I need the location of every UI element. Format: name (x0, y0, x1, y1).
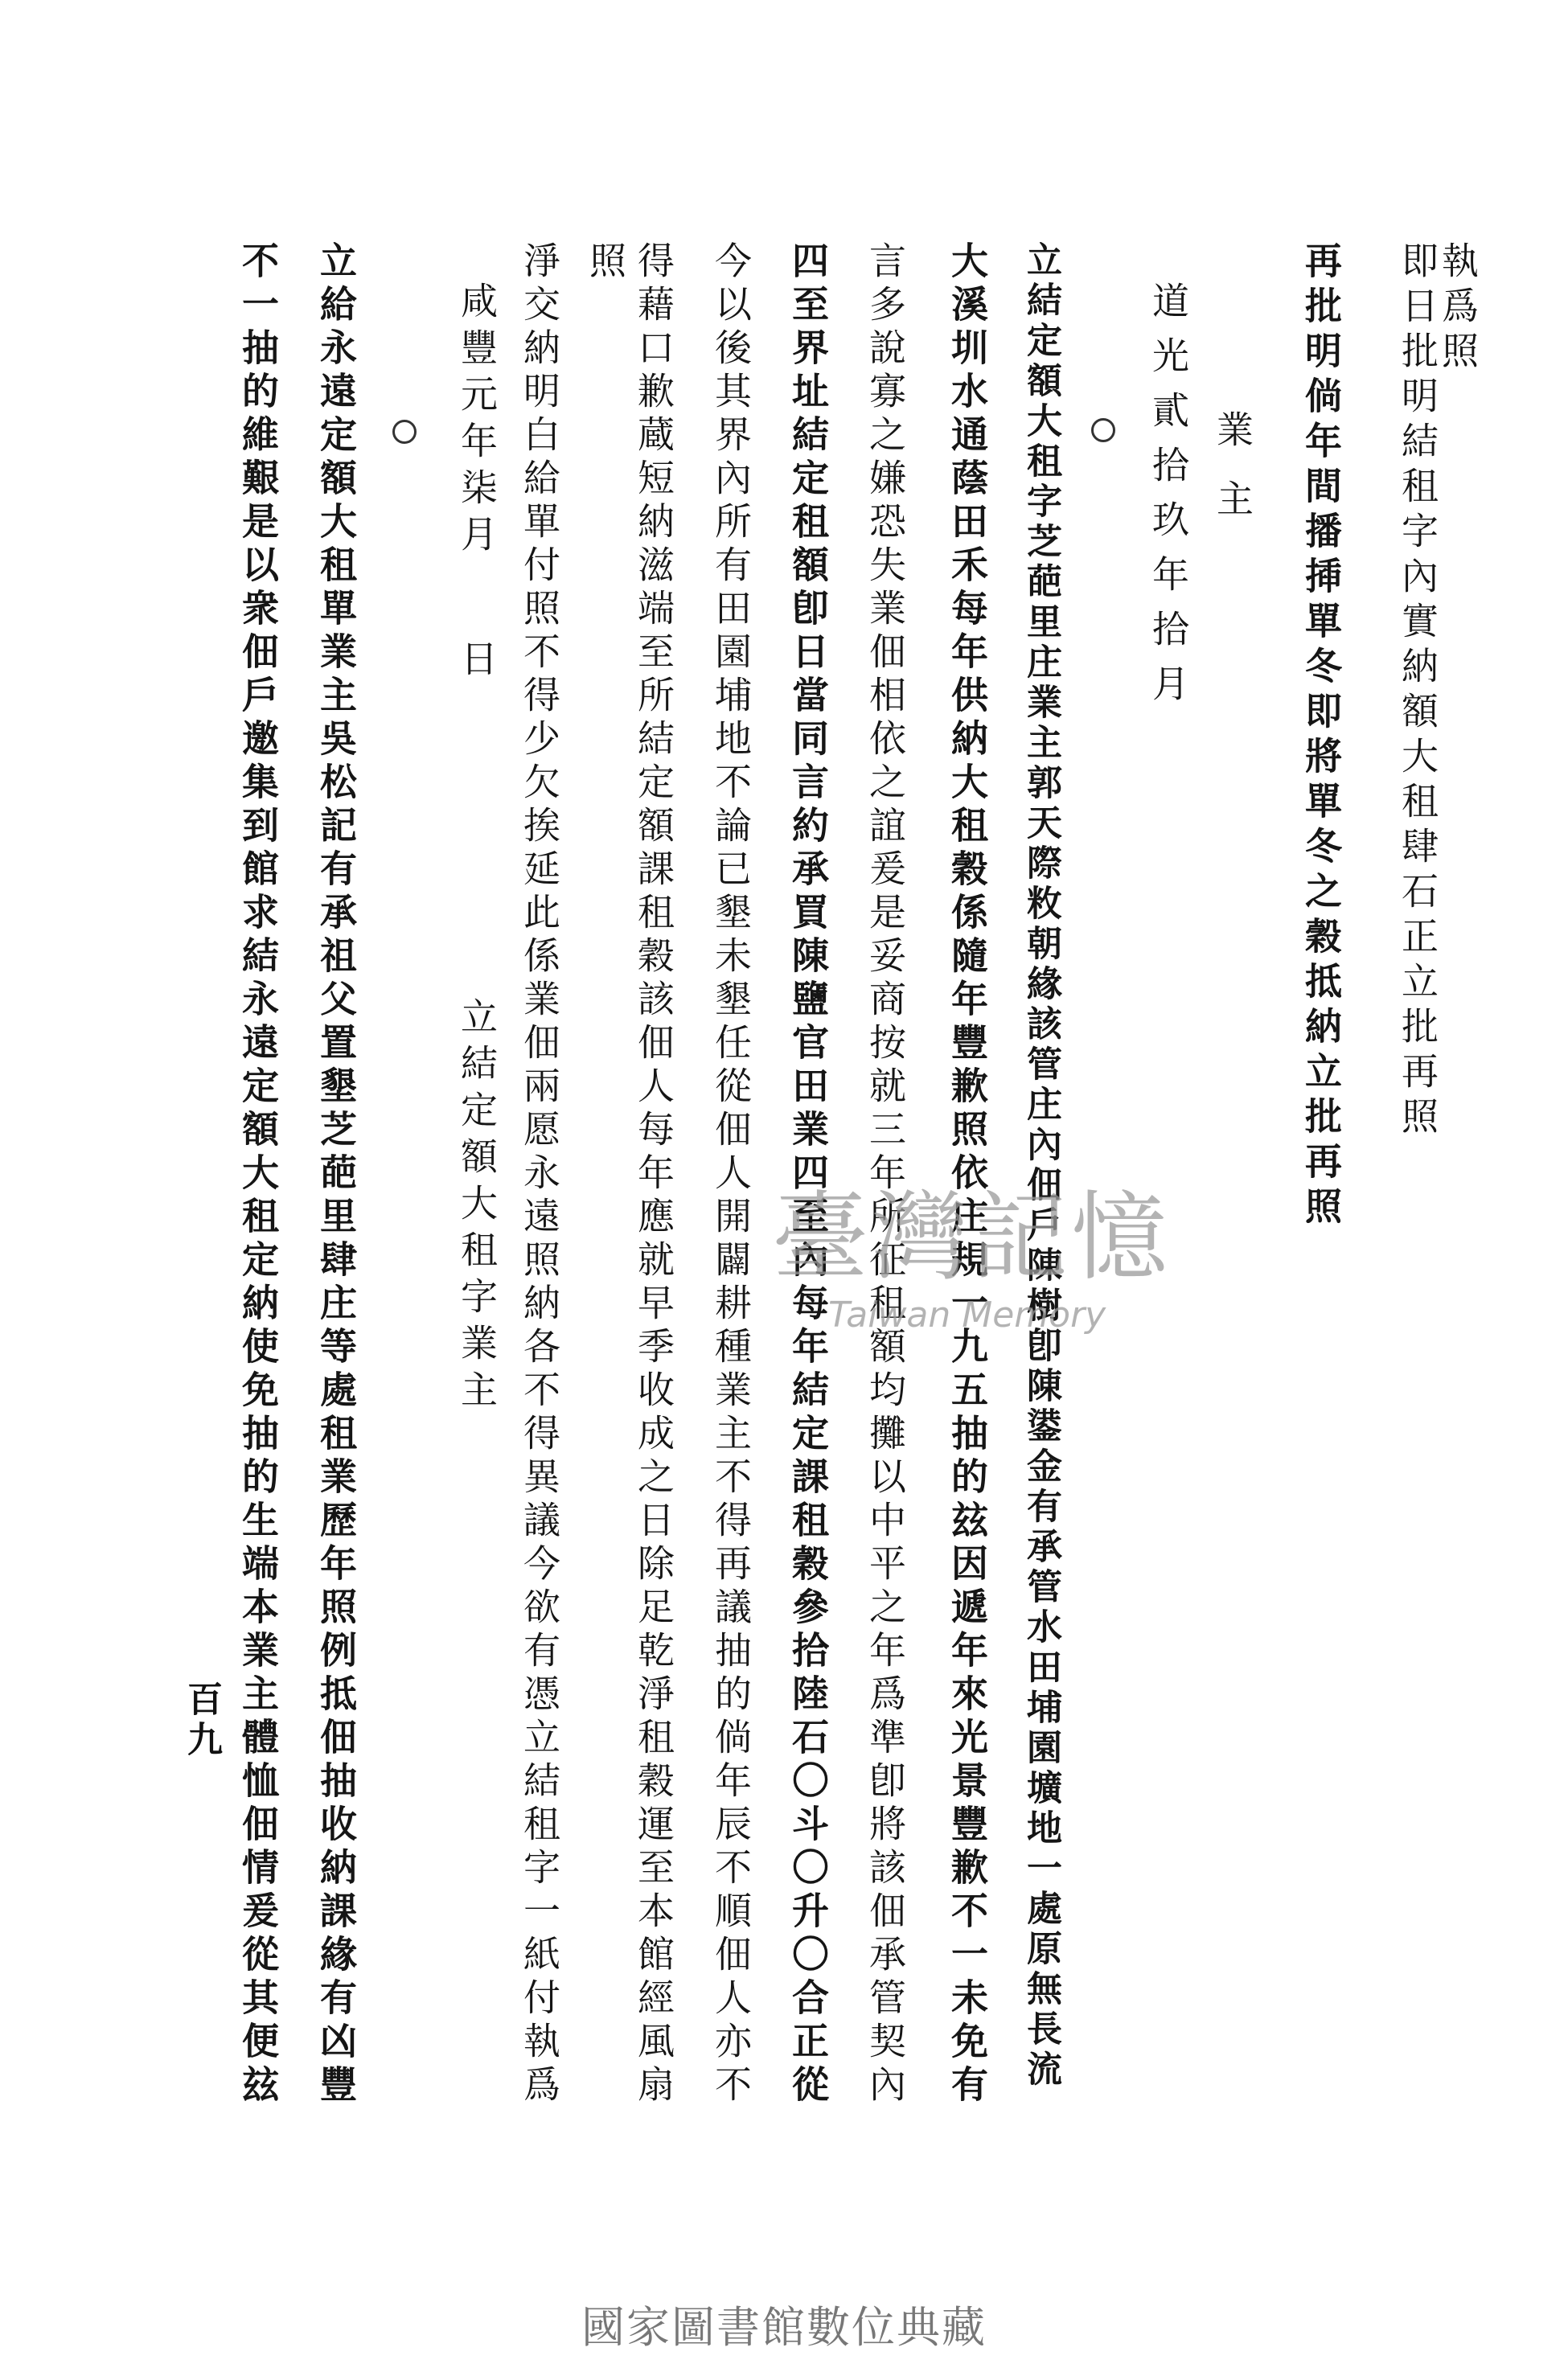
text-column-11: 得藉口歉蔵短納滋端至所結定額課租穀該佃人每年應就早季收成之日除足乾淨租穀運至本館經風扇 (632, 241, 675, 2108)
text-column-3: 再批明倘年間播揷單冬即將單冬之穀抵納立批再照 (1299, 241, 1343, 1232)
text-column-18: 不一抽的維艱是以衆佃戶邀集到館求結永遠定額大租定納使免抽的生端本業主體恤佃情爰從其便玆 (236, 241, 280, 2108)
watermark-english-text: Taiwan Memory (828, 1295, 1106, 1336)
text-column-13: 照 (584, 241, 627, 286)
text-column-12: 淨交納明白給單付照不得少欠挨延此係業佃兩愿永遠照納各不得異議今欲有憑立結租字一紙付執爲 (518, 241, 561, 2108)
library-footer: 國家圖書館數位典藏 (581, 2302, 987, 2353)
text-column-5: 道光貳拾玖年拾月 (1147, 281, 1190, 719)
text-column-17: 立給永遠定額大租單業主吳松記有承祖父置墾芝葩里肆庄等處租業歷年照例抵佃抽收納課緣有凶豐 (314, 241, 358, 2108)
text-column-9: 四至界址結定租額卽日當同言約承買陳鹽官田業四至內每年結定課租穀參拾陸石〇斗〇升〇合正從 (786, 241, 830, 2108)
text-column-8: 言多說寡之嫌恐失業佃相依之誼爰是妥商按就三年所征租額均攤以中平之年爲準卽將該佃承管契內 (864, 241, 907, 2108)
text-column-14: 立結定額大租字業主 (455, 997, 499, 1417)
text-column-2: 即日批明結租字內實納額大租肆石正立批再照 (1396, 241, 1439, 1142)
seal-mark-1 (1091, 418, 1115, 442)
page-number: 百九 (181, 1681, 222, 1761)
text-column-7: 大溪圳水通蔭田禾每年供納大租穀係隨年豐歉照依庄規一九五抽的玆因遞年來光景豐歉不一未免有 (946, 241, 989, 2108)
text-column-6: 立結定額大租字芝葩里庄業主郭天際敉朝緣該管庄內佃戶陳樹卽陳鍙金有承管水田埔園壙地一處原無長流 (1020, 241, 1061, 2091)
watermark-chinese-text: 臺灣記憶 (772, 1182, 1171, 1294)
text-column-16: 日 (455, 639, 499, 684)
text-column-1: 執爲照 (1436, 241, 1480, 376)
text-column-10: 今以後其界內所有田園埔地不論已墾未墾任從佃人開闢耕種業主不得再議抽的倘年辰不順佃人亦不 (709, 241, 753, 2108)
seal-mark-2 (392, 420, 417, 444)
text-column-15: 咸豐元年柒月 (455, 281, 499, 561)
text-column-4: 業主 (1211, 410, 1254, 548)
